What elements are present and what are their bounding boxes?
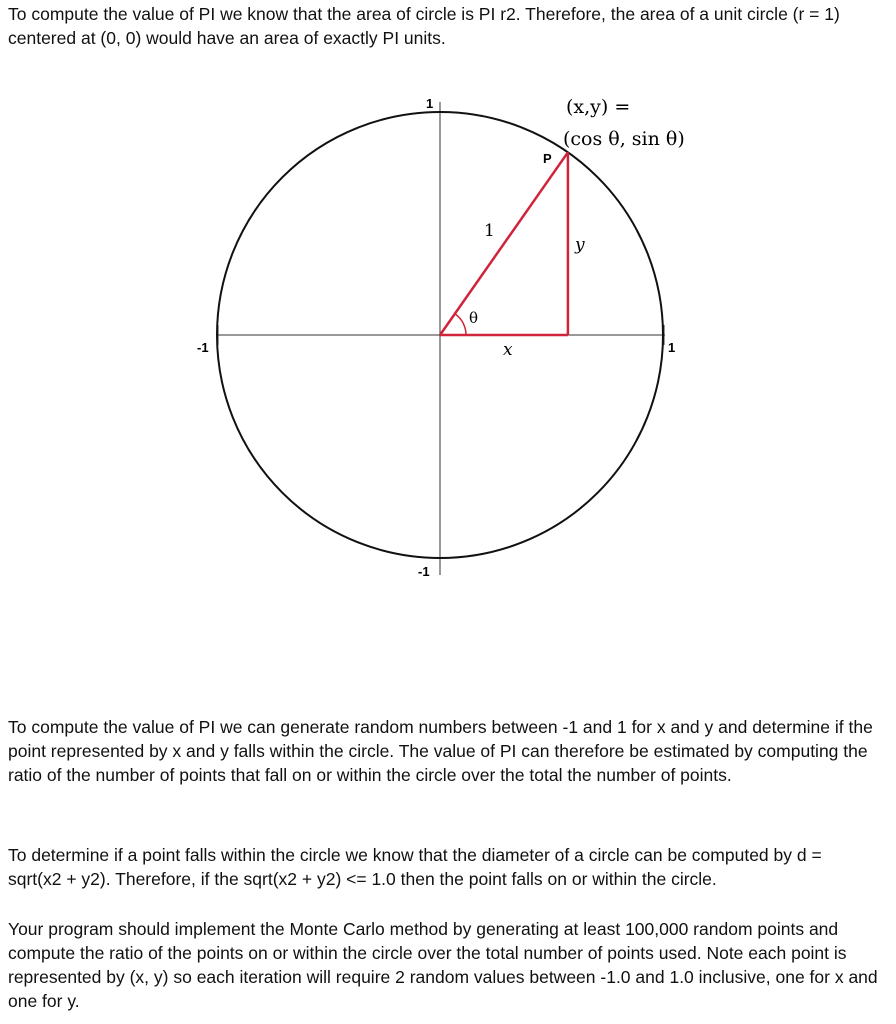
axis-label-bottom: -1 (418, 564, 430, 579)
hypotenuse-line (440, 152, 568, 335)
coordinate-label-line1: (x,y) = (566, 96, 631, 118)
test-paragraph: To determine if a point falls within the circle we know that the diameter of a circle can be computed by d = sqrt(x2 + y2). Therefore, if the sqrt(x2 + y2) <= 1.0 then the point falls on or within the circle. (8, 845, 822, 889)
point-label: P (543, 151, 552, 166)
angle-arc (455, 314, 466, 335)
coordinate-label-line2: (cos θ, sin θ) (563, 128, 685, 150)
axis-label-left: -1 (197, 340, 209, 355)
angle-label: θ (469, 309, 479, 327)
x-leg-label: x (503, 340, 513, 360)
y-leg-label: y (575, 235, 585, 255)
method-paragraph: To compute the value of PI we can generate random numbers between -1 and 1 for x and y and determine if the point represented by x and y falls within the circle. The value of PI can therefore be estimated by computing the ratio of the number of points that fall on or within the circle over the total the number of points. (8, 717, 873, 785)
axis-label-right: 1 (668, 340, 676, 355)
intro-paragraph: To compute the value of PI we know that the area of circle is PI r2. Therefore, the area of a unit circle (r = 1) centered at (0, 0) would have an area of exactly PI units. (8, 4, 840, 48)
task-paragraph: Your program should implement the Monte Carlo method by generating at least 100,000 random points and compute the ratio of the points on or within the circle over the total number of points used. Note each point is represented by (x, y) so each iteration will require 2 random values between -1.0 and 1.0 inclusive, one for x and one for y. (8, 919, 878, 1011)
axis-label-top: 1 (426, 96, 434, 111)
hypotenuse-label: 1 (484, 221, 495, 241)
